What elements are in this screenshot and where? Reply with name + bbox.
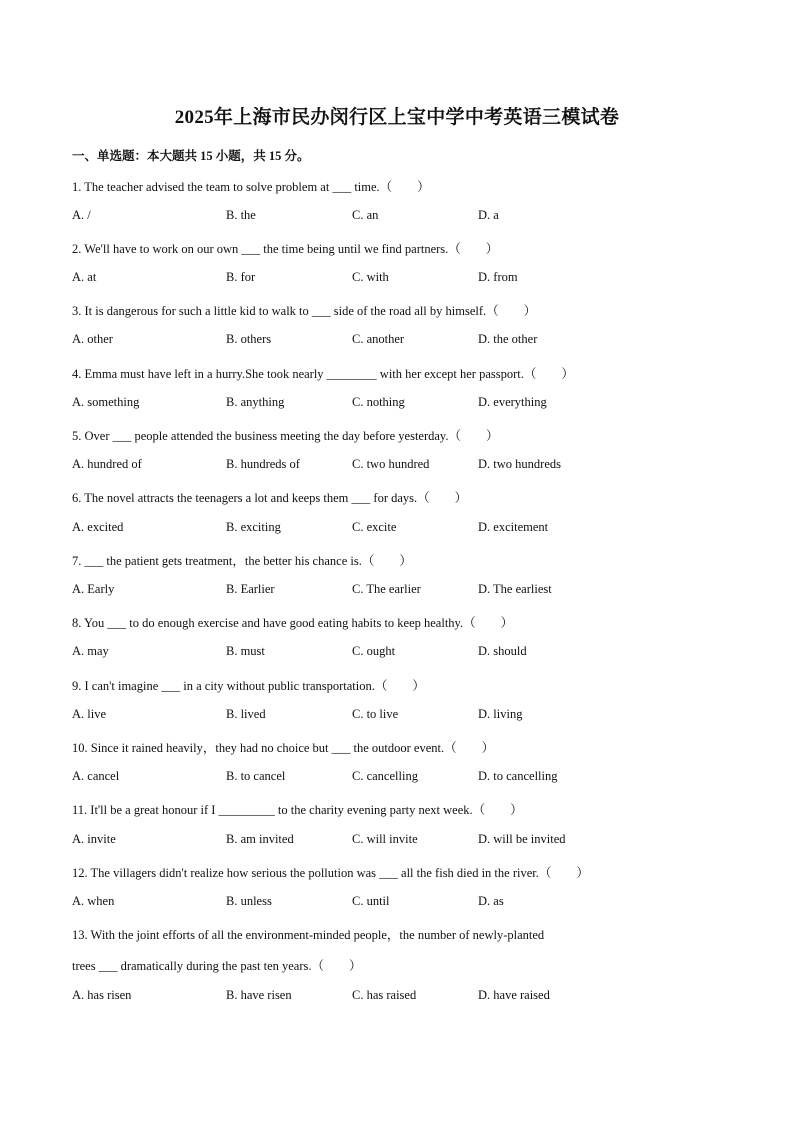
option-b[interactable]: B. Earlier	[226, 582, 275, 596]
option-d[interactable]: D. have raised	[478, 988, 550, 1002]
question-5: 5. Over ___ people attended the business meeting the day before yesterday.（ ）	[72, 429, 499, 443]
page-title: 2025年上海市民办闵行区上宝中学中考英语三模试卷	[174, 107, 620, 128]
option-b[interactable]: B. am invited	[226, 832, 294, 846]
options-12	[72, 894, 722, 912]
question-1: 1. The teacher advised the team to solve problem at ___ time.（ ）	[72, 180, 430, 194]
options-8	[72, 644, 722, 662]
option-d[interactable]: D. a	[478, 208, 499, 222]
option-a[interactable]: A. something	[72, 395, 140, 409]
option-b[interactable]: B. the	[226, 208, 256, 222]
option-d[interactable]: D. The earliest	[478, 582, 552, 596]
options-10	[72, 769, 722, 787]
option-a[interactable]: A. when	[72, 894, 115, 908]
option-b[interactable]: B. others	[226, 332, 272, 346]
option-d[interactable]: D. to cancelling	[478, 769, 558, 783]
section-heading: 一、单选题：本大题共 15 小题，共 15 分。	[72, 149, 310, 163]
option-d[interactable]: D. the other	[478, 332, 538, 346]
option-c[interactable]: C. with	[352, 270, 389, 284]
option-c[interactable]: C. nothing	[352, 395, 405, 409]
option-c[interactable]: C. two hundred	[352, 457, 430, 471]
option-d[interactable]: D. should	[478, 644, 527, 658]
question-10: 10. Since it rained heavily，they had no choice but ___ the outdoor event.（ ）	[72, 741, 495, 755]
option-b[interactable]: B. lived	[226, 707, 266, 721]
option-b[interactable]: B. have risen	[226, 988, 292, 1002]
question-7: 7. ___ the patient gets treatment，the better his chance is.（ ）	[72, 554, 412, 568]
option-b[interactable]: B. unless	[226, 894, 272, 908]
option-a[interactable]: A. may	[72, 644, 109, 658]
option-c[interactable]: C. The earlier	[352, 582, 421, 596]
question-2: 2. We'll have to work on our own ___ the time being until we find partners.（ ）	[72, 242, 499, 256]
option-d[interactable]: D. from	[478, 270, 518, 284]
option-b[interactable]: B. for	[226, 270, 256, 284]
option-c[interactable]: C. cancelling	[352, 769, 418, 783]
question-13: 13. With the joint efforts of all the environment-minded people，the number of newly-planted	[72, 928, 545, 942]
question-9: 9. I can't imagine ___ in a city without public transportation.（ ）	[72, 679, 425, 693]
option-b[interactable]: B. hundreds of	[226, 457, 300, 471]
option-c[interactable]: C. an	[352, 208, 379, 222]
option-a[interactable]: A. cancel	[72, 769, 120, 783]
option-a[interactable]: A. live	[72, 707, 107, 721]
options-5	[72, 457, 722, 475]
option-d[interactable]: D. living	[478, 707, 523, 721]
option-a[interactable]: A. at	[72, 270, 97, 284]
question-11: 11. It'll be a great honour if I _________ to the charity evening party next week.（ ）	[72, 803, 523, 817]
option-a[interactable]: A. other	[72, 332, 113, 346]
question-6: 6. The novel attracts the teenagers a lot and keeps them ___ for days.（ ）	[72, 491, 468, 505]
options-6	[72, 520, 722, 538]
option-d[interactable]: D. everything	[478, 395, 547, 409]
options-9	[72, 707, 722, 725]
option-b[interactable]: B. exciting	[226, 520, 281, 534]
option-b[interactable]: B. must	[226, 644, 265, 658]
question-12: 12. The villagers didn't realize how serious the pollution was ___ all the fish died in the river.（ ）	[72, 866, 589, 880]
option-c[interactable]: C. to live	[352, 707, 399, 721]
options-3	[72, 332, 722, 350]
options-7	[72, 582, 722, 600]
options-1	[72, 208, 722, 226]
option-c[interactable]: C. excite	[352, 520, 397, 534]
options-13	[72, 988, 722, 1006]
option-b[interactable]: B. anything	[226, 395, 285, 409]
question-3: 3. It is dangerous for such a little kid to walk to ___ side of the road all by himself.（ ）	[72, 304, 537, 318]
question-13-continued: trees ___ dramatically during the past ten years.（ ）	[72, 959, 362, 973]
option-c[interactable]: C. until	[352, 894, 390, 908]
option-b[interactable]: B. to cancel	[226, 769, 286, 783]
options-11	[72, 832, 722, 850]
option-c[interactable]: C. will invite	[352, 832, 418, 846]
option-a[interactable]: A. excited	[72, 520, 124, 534]
options-4	[72, 395, 722, 413]
question-4: 4. Emma must have left in a hurry.She took nearly ________ with her except her passport.（ ）	[72, 367, 574, 381]
option-d[interactable]: D. excitement	[478, 520, 549, 534]
option-c[interactable]: C. another	[352, 332, 405, 346]
option-a[interactable]: A. has risen	[72, 988, 132, 1002]
options-2	[72, 270, 722, 288]
option-d[interactable]: D. as	[478, 894, 504, 908]
option-a[interactable]: A. hundred of	[72, 457, 142, 471]
option-a[interactable]: A. invite	[72, 832, 116, 846]
option-a[interactable]: A. Early	[72, 582, 115, 596]
question-8: 8. You ___ to do enough exercise and have good eating habits to keep healthy.（ ）	[72, 616, 514, 630]
option-c[interactable]: C. ought	[352, 644, 396, 658]
option-d[interactable]: D. will be invited	[478, 832, 566, 846]
option-d[interactable]: D. two hundreds	[478, 457, 561, 471]
option-c[interactable]: C. has raised	[352, 988, 417, 1002]
option-a[interactable]: A. /	[72, 208, 91, 222]
